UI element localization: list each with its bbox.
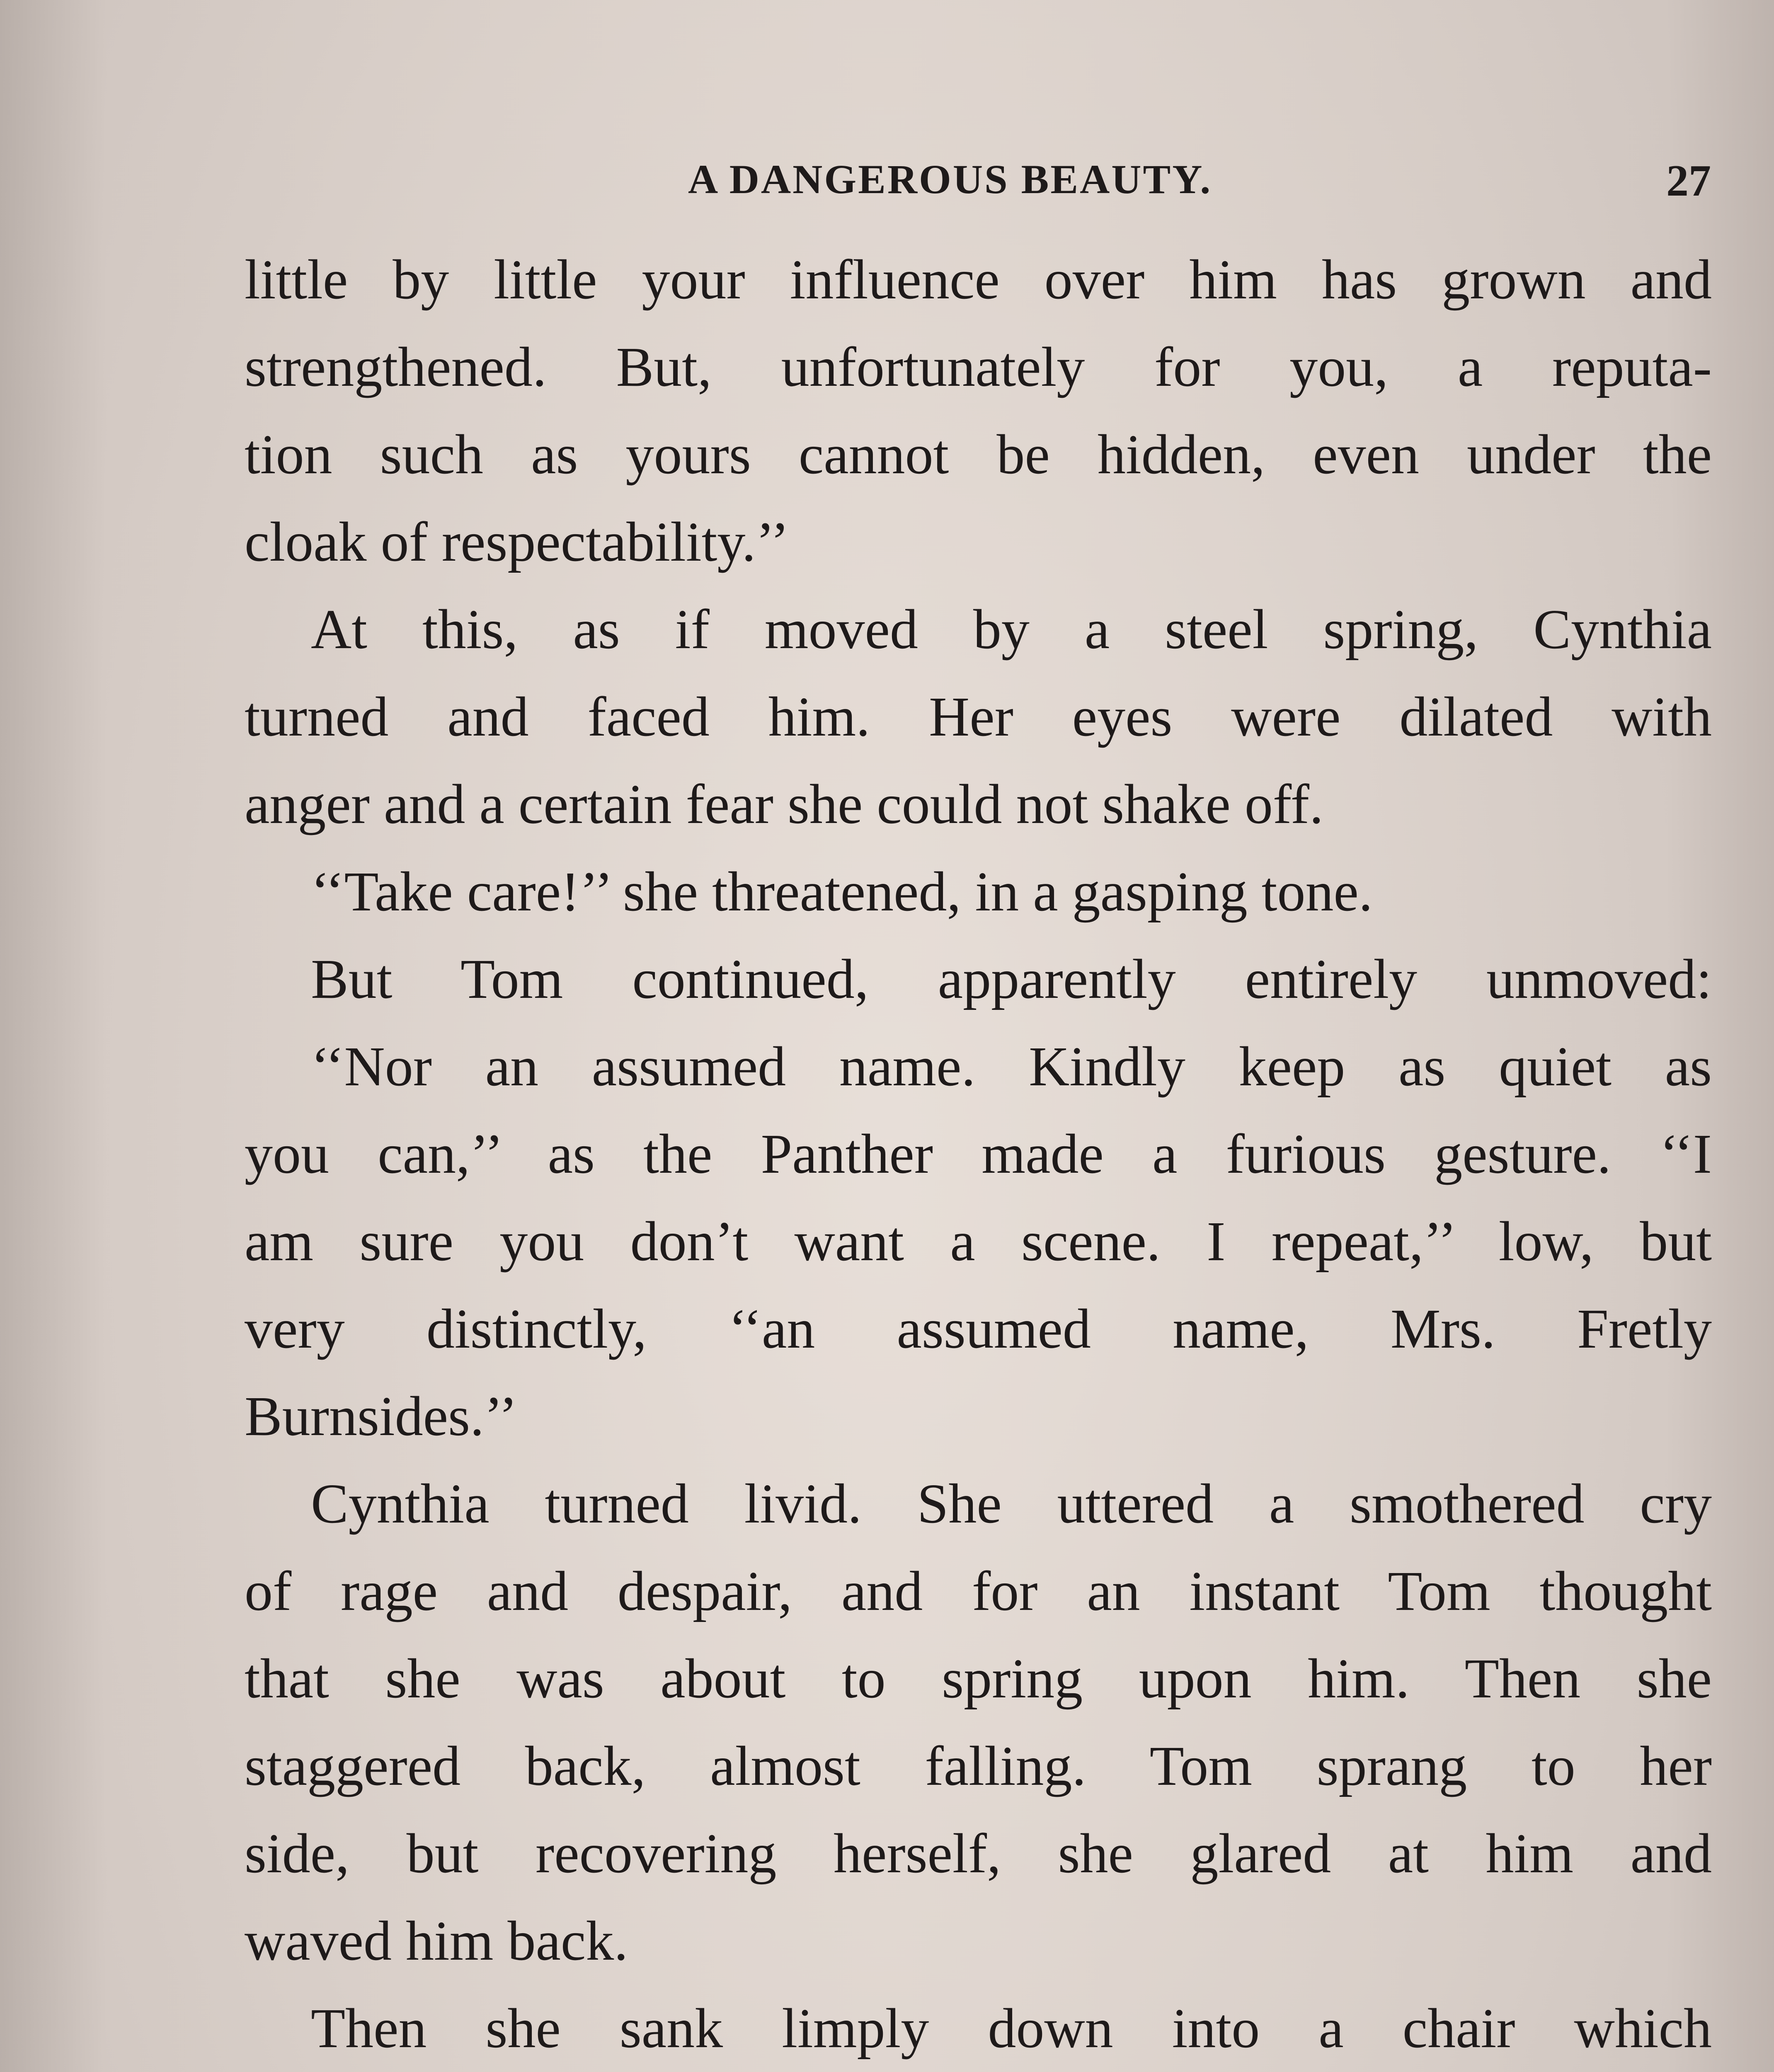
text-line: At this, as if moved by a steel spring, Cynthia — [311, 598, 1712, 661]
text-line: you can,’’ as the Panther made a furious gesture. ‘‘I — [245, 1123, 1712, 1185]
text-line: Then she sank limply down into a chair which — [311, 1997, 1712, 2060]
text-line: turned and faced him. Her eyes were dilated with — [245, 686, 1712, 748]
text-line: little by little your influence over him has grown and — [245, 249, 1712, 311]
text-line: waved him back. — [245, 1910, 628, 1972]
text-line: ‘‘Take care!’’ she threatened, in a gasping tone. — [311, 861, 1373, 923]
text-line: ‘‘Nor an assumed name. Kindly keep as quiet as — [311, 1036, 1712, 1098]
text-line: am sure you don’t want a scene. I repeat,’’ low, but — [245, 1210, 1712, 1273]
page-header — [0, 147, 1774, 213]
text-line: anger and a certain fear she could not shake off. — [245, 773, 1323, 835]
text-line: Cynthia turned livid. She uttered a smothered cry — [311, 1473, 1712, 1535]
text-line: side, but recovering herself, she glared at him and — [245, 1823, 1712, 1885]
text-line: cloak of respectability.’’ — [245, 511, 790, 573]
running-title: A DANGEROUS BEAUTY. — [688, 156, 1212, 202]
text-line: of rage and despair, and for an instant Tom thought — [245, 1560, 1712, 1622]
text-line: tion such as yours cannot be hidden, even under the — [245, 424, 1712, 486]
text-line: strengthened. But, unfortunately for you, a reputa- — [245, 336, 1712, 398]
text-line: Burnsides.’’ — [245, 1385, 518, 1447]
text-line: staggered back, almost falling. Tom sprang to her — [245, 1735, 1712, 1797]
text-line: that she was about to spring upon him. Then she — [245, 1648, 1712, 1710]
page-number: 27 — [1666, 156, 1711, 206]
text-line: very distinctly, ‘‘an assumed name, Mrs. Fretly — [245, 1298, 1712, 1360]
body-text — [245, 236, 1712, 2072]
text-line: But Tom continued, apparently entirely unmoved: — [311, 948, 1712, 1010]
